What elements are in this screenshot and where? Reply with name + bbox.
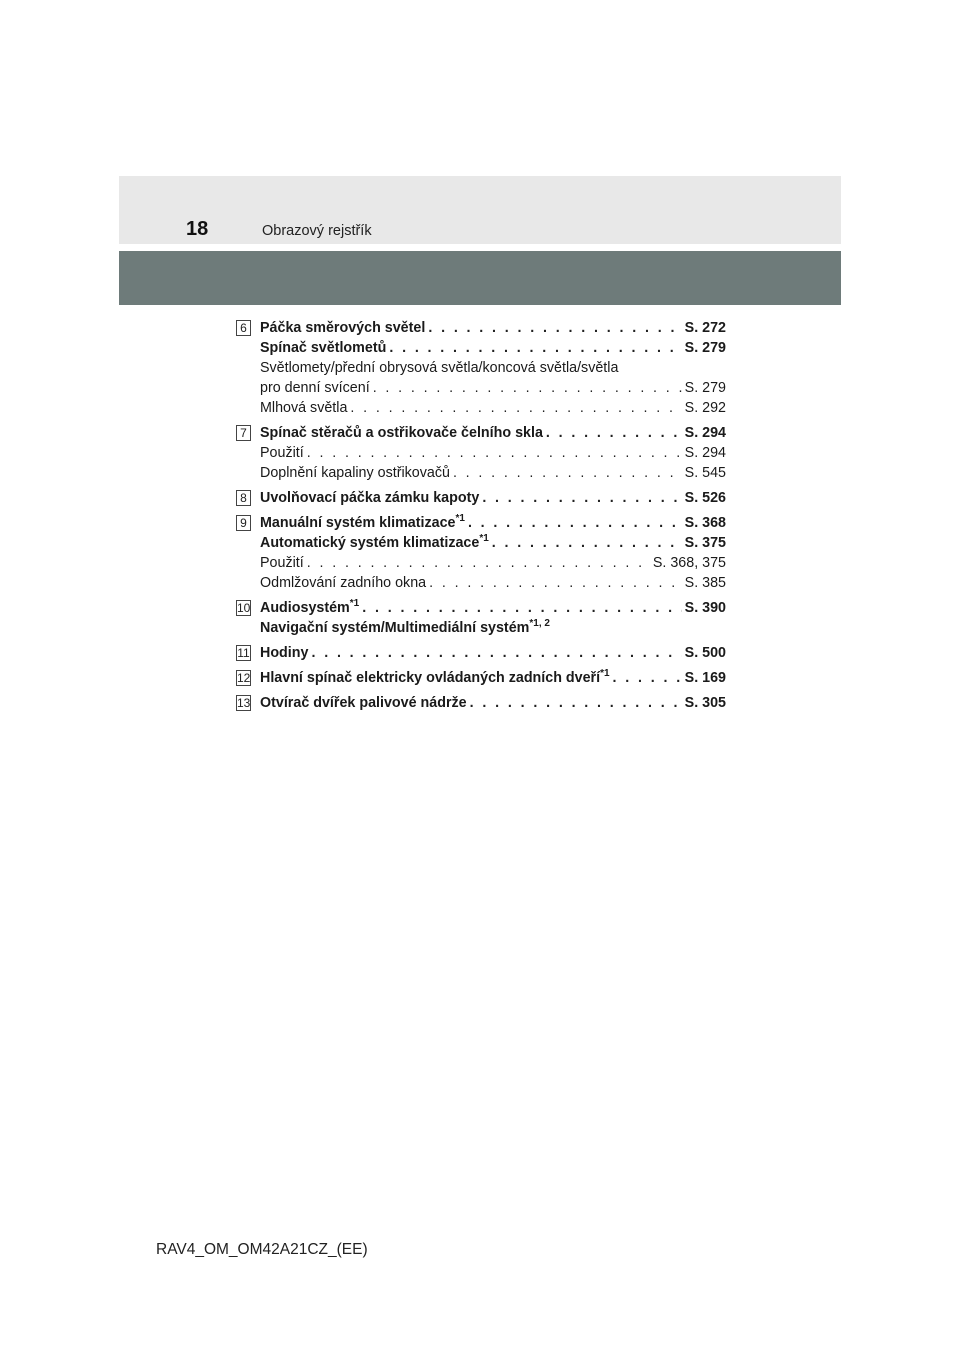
entry-label-text: Manuální systém klimatizace [260,515,456,531]
entry-label [260,443,304,463]
dot-leader [389,338,681,358]
index-entry[interactable] [260,318,726,338]
page-reference[interactable]: S. 305 [684,695,726,711]
index-entries [236,318,726,718]
footnote-marker: *1 [600,668,610,680]
entry-label [260,598,359,618]
index-entry[interactable] [260,423,726,443]
page-reference[interactable]: S. 294 [684,425,726,441]
page-reference[interactable]: S. 368, 375 [652,555,726,571]
dot-leader [311,643,681,663]
dot-leader [307,443,682,463]
item-number-badge: 6 [236,320,251,336]
entry-label-text: Odmlžování zadního okna [260,575,427,591]
item-number-badge: 10 [237,601,251,615]
header-band [119,176,841,244]
index-entry[interactable] [260,533,726,553]
entry-label [260,533,489,553]
index-group [236,643,726,663]
dot-leader [350,398,681,418]
entry-label [260,378,370,398]
page-reference[interactable]: S. 272 [684,320,726,336]
dot-leader [307,553,650,573]
dot-leader [362,598,681,618]
index-group [236,598,726,638]
dot-leader [429,573,682,593]
index-entry[interactable] [260,488,726,508]
entry-label-text: Mlhová světla [260,400,348,416]
index-group [236,488,726,508]
index-entry[interactable] [260,463,726,483]
page-reference[interactable]: S. 385 [684,575,726,591]
item-number-badge: 12 [237,671,251,685]
dot-leader [613,668,682,688]
dot-leader [453,463,682,483]
entry-label-text: Uvolňovací páčka zámku kapoty [260,490,480,506]
index-entry[interactable] [260,513,726,533]
index-entry[interactable] [260,358,726,378]
dot-leader [482,488,681,508]
item-number-badge: 9 [236,515,251,531]
entry-label [260,668,610,688]
page-reference[interactable]: S. 368 [684,515,726,531]
index-entry[interactable] [260,378,726,398]
page-reference[interactable]: S. 294 [684,445,726,461]
item-number-badge: 13 [237,696,251,710]
index-group [236,668,726,688]
dot-leader [373,378,682,398]
document-code: RAV4_OM_OM42A21CZ_(EE) [156,1241,368,1258]
page-reference[interactable]: S. 279 [684,340,726,356]
index-entry[interactable] [260,598,726,618]
entry-label [260,618,550,638]
entry-label-text: Hlavní spínač elektricky ovládaných zadních dveří [260,670,601,686]
entry-label [260,488,479,508]
index-entry[interactable] [260,668,726,688]
page-reference[interactable]: S. 375 [684,535,726,551]
index-entry[interactable] [260,573,726,593]
entry-label [260,693,467,713]
item-number-badge: 11 [237,646,250,660]
entry-label-text: Páčka směrových světel [260,320,426,336]
dot-leader [546,423,682,443]
index-entry[interactable] [260,443,726,463]
entry-label [260,338,386,358]
footnote-marker: *1 [479,533,489,545]
entry-label [260,318,425,338]
entry-label [260,573,426,593]
page-reference[interactable]: S. 279 [684,380,726,396]
page-reference[interactable]: S. 500 [684,645,726,661]
entry-label-text: Audiosystém [260,600,350,616]
footnote-marker: *1 [455,513,465,525]
page-reference[interactable]: S. 390 [684,600,726,616]
page-reference[interactable]: S. 169 [684,670,726,686]
index-entry[interactable] [260,618,726,638]
entry-label [260,398,347,418]
entry-label-text: Spínač stěračů a ostřikovače čelního skla [260,425,543,441]
index-group [236,513,726,593]
dot-leader [468,513,682,533]
index-entry[interactable] [260,643,726,663]
index-entry[interactable] [260,338,726,358]
entry-label [260,643,308,663]
dot-leader [428,318,681,338]
entry-label [260,553,304,573]
section-banner [119,251,841,305]
section-title: Obrazový rejstřík [262,223,372,239]
index-entry[interactable] [260,693,726,713]
entry-label [260,463,450,483]
entry-label-text: Použití [260,555,304,571]
entry-label-text: Navigační systém/Multimediální systém [260,620,530,636]
index-entry[interactable] [260,553,726,573]
entry-label-text: Spínač světlometů [260,340,387,356]
index-group [236,423,726,483]
entry-label [260,513,465,533]
entry-label-text: Otvírač dvířek palivové nádrže [260,695,467,711]
index-group [236,693,726,713]
entry-label-text: Doplnění kapaliny ostřikovačů [260,465,450,481]
item-number-badge: 8 [236,490,251,506]
footnote-marker: *1 [349,598,360,610]
page-reference[interactable]: S. 292 [684,400,726,416]
page-number: 18 [186,218,209,240]
index-entry[interactable] [260,398,726,418]
item-number-badge: 7 [236,425,251,441]
dot-leader [492,533,682,553]
page-reference[interactable]: S. 526 [684,490,726,506]
page-reference[interactable]: S. 545 [684,465,726,481]
index-group [236,318,726,418]
entry-label [260,423,543,443]
footnote-marker: *1, 2 [529,618,550,630]
dot-leader [470,693,682,713]
entry-label [260,358,618,378]
entry-label-text: Hodiny [260,645,309,661]
entry-label-text: Použití [260,445,304,461]
entry-label-text: Automatický systém klimatizace [260,535,480,551]
entry-label-text: pro denní svícení [260,380,370,396]
entry-label-text: Světlomety/přední obrysová světla/koncová světla/světla [260,360,619,376]
